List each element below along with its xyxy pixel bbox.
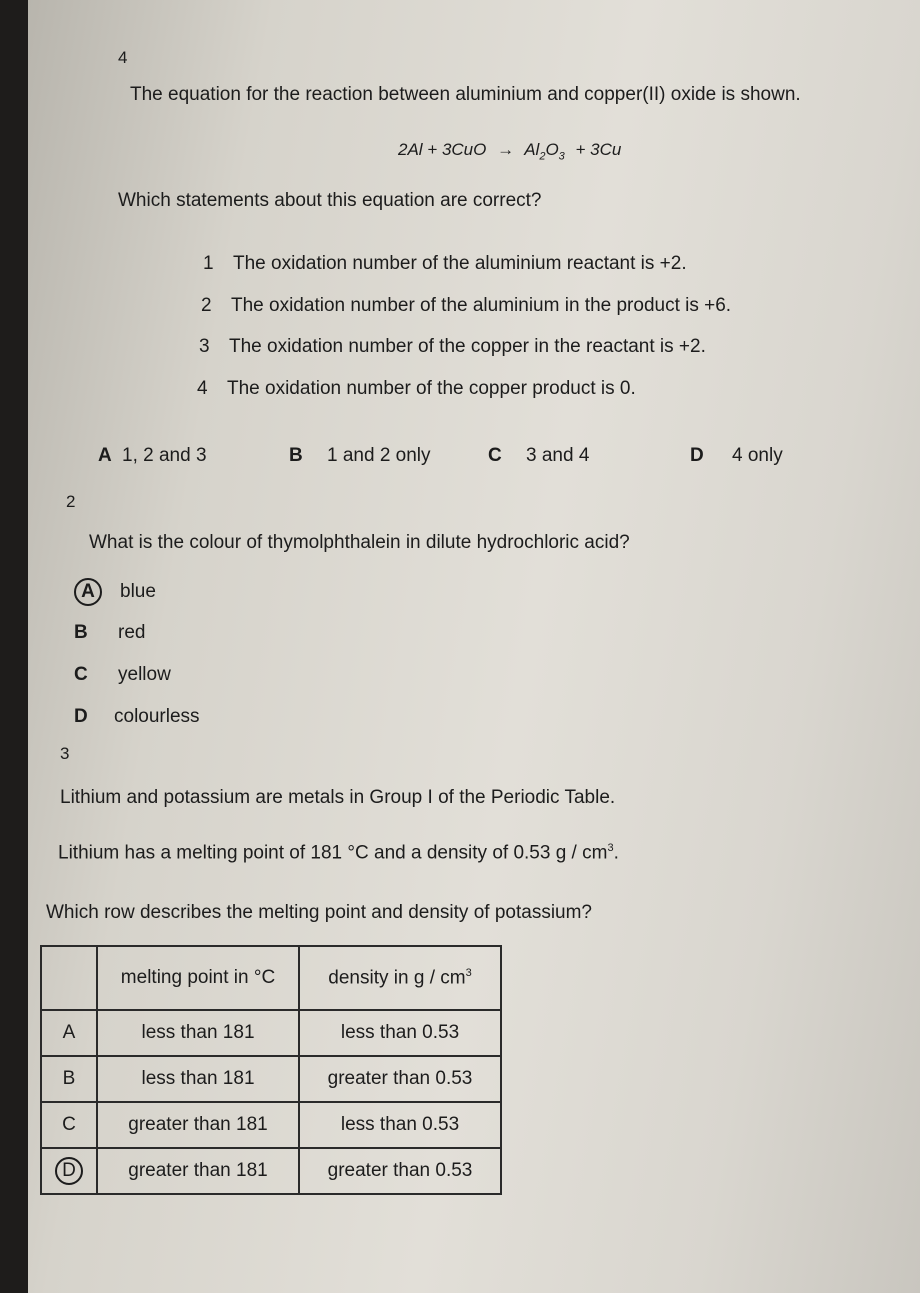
- option-b[interactable]: B 1 and 2 only: [289, 445, 431, 466]
- option-d[interactable]: D 4 only: [690, 445, 783, 466]
- lithium-density: 0.53 g / cm: [513, 842, 608, 864]
- option-a[interactable]: A 1, 2 and 3: [98, 445, 207, 466]
- row-melting-point: less than 181: [97, 1010, 299, 1056]
- row-melting-point: greater than 181: [97, 1148, 299, 1194]
- row-melting-point: greater than 181: [97, 1102, 299, 1148]
- table-row-selected[interactable]: [41, 1148, 501, 1194]
- question-number: 4: [118, 48, 128, 67]
- question-number: 2: [66, 492, 76, 511]
- header-empty: [41, 946, 97, 1010]
- question-prompt: What is the colour of thymolphthalein in dilute hydrochloric acid?: [89, 532, 630, 553]
- row-letter: [41, 1148, 97, 1194]
- question-intro: Lithium and potassium are metals in Group I of the Periodic Table.: [60, 787, 616, 808]
- statement-2: 2 The oxidation number of the aluminium in the product is +6.: [201, 295, 732, 316]
- equation-product-copper: + 3Cu: [575, 140, 622, 159]
- question-data: Lithium has a melting point of 181 °C and a density of 0.53 g / $cm^3$.: [58, 842, 619, 864]
- header-melting-point: melting point in °C: [97, 946, 299, 1010]
- answer-circle: A: [74, 578, 102, 606]
- statement-1: 1 The oxidation number of the aluminium reactant is +2.: [203, 253, 687, 274]
- table-row[interactable]: [41, 1102, 501, 1148]
- lithium-melting-point: 181 °C: [310, 842, 369, 864]
- question-number: 3: [60, 744, 70, 763]
- row-melting-point: less than 181: [97, 1056, 299, 1102]
- option-d[interactable]: D colourless: [74, 706, 200, 727]
- question-prompt: Which statements about this equation are correct?: [118, 190, 542, 211]
- row-density: greater than 0.53: [299, 1148, 501, 1194]
- row-letter: A: [41, 1010, 97, 1056]
- row-density: less than 0.53: [299, 1102, 501, 1148]
- header-density: density in g / $cm^3$: [299, 946, 501, 1010]
- option-c[interactable]: C yellow: [74, 664, 171, 685]
- question-prompt: Which row describes the melting point and density of potassium?: [46, 902, 592, 923]
- statement-4: 4 The oxidation number of the copper product is 0.: [197, 378, 636, 399]
- row-letter: B: [41, 1056, 97, 1102]
- answer-circle: D: [55, 1157, 83, 1185]
- row-density: less than 0.53: [299, 1010, 501, 1056]
- equation-product-alumina: $Al_2O_3$: [524, 140, 565, 163]
- chemical-equation: [398, 140, 621, 162]
- table-row[interactable]: [41, 1010, 501, 1056]
- row-letter: C: [41, 1102, 97, 1148]
- option-b[interactable]: B red: [74, 622, 146, 643]
- table-header-row: [41, 946, 501, 1010]
- question-intro: The equation for the reaction between aluminium and copper(II) oxide is shown.: [130, 84, 801, 105]
- option-a-selected[interactable]: A blue: [74, 578, 156, 606]
- row-density: greater than 0.53: [299, 1056, 501, 1102]
- statement-3: 3 The oxidation number of the copper in the reactant is +2.: [199, 336, 706, 357]
- table-row[interactable]: [41, 1056, 501, 1102]
- answer-table: [40, 945, 502, 1195]
- option-c[interactable]: C 3 and 4: [488, 445, 590, 466]
- equation-arrow: →: [497, 140, 515, 159]
- equation-reactants: 2Al + 3CuO: [398, 140, 487, 159]
